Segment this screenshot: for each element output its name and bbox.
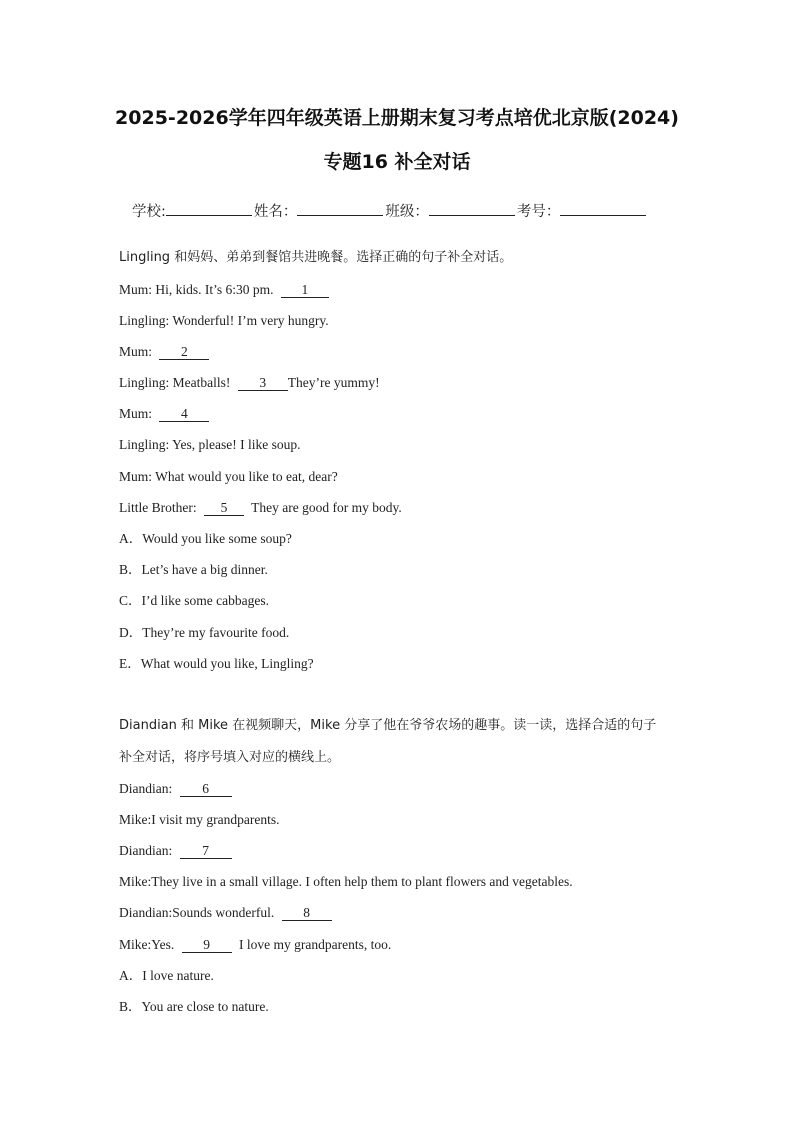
option-item: C．I’d like some cabbages.	[119, 593, 269, 608]
answer-blank[interactable]: 4	[159, 406, 209, 422]
answer-blank[interactable]: 1	[281, 282, 329, 298]
option-item: A．Would you like some soup?	[119, 531, 292, 546]
number-label: 考号：	[516, 204, 561, 220]
answer-blank[interactable]: 3	[238, 375, 288, 391]
document-subtitle: 专题16 补全对话	[323, 151, 471, 173]
dialogue-line: Diandian: 7	[119, 842, 236, 860]
answer-blank[interactable]: 6	[180, 781, 232, 797]
option-item: B．Let’s have a big dinner.	[119, 562, 268, 577]
dialogue-line: Lingling: Wonderful! I’m very hungry.	[119, 313, 329, 328]
name-label: 姓名：	[253, 204, 298, 220]
number-blank[interactable]	[560, 201, 646, 216]
dialogue-line: Little Brother: 5 They are good for my body.	[119, 500, 402, 515]
dialogue-line: Mike:I visit my grandparents.	[119, 812, 280, 827]
dialogue-line: Lingling: Yes, please! I like soup.	[119, 437, 301, 452]
answer-blank[interactable]: 5	[204, 500, 244, 516]
option-item: E．What would you like, Lingling?	[119, 656, 314, 671]
school-label: 学校:	[132, 204, 166, 220]
class-label: 班级：	[385, 204, 429, 220]
class-blank[interactable]	[429, 201, 515, 216]
section2-intro-line2: 补全对话，将序号填入对应的横线上。	[119, 750, 341, 765]
dialogue-line: Lingling: Meatballs! 3 They’re yummy!	[119, 375, 380, 390]
dialogue-line: Diandian:Sounds wonderful. 8	[119, 904, 336, 922]
dialogue-line: Mike:They live in a small village. I often help them to plant flowers and vegetables.	[119, 874, 573, 889]
school-blank[interactable]	[166, 201, 252, 216]
document-title: 2025-2026学年四年级英语上册期末复习考点培优北京版(2024)	[115, 107, 679, 129]
dialogue-line: Mum: Hi, kids. It’s 6:30 pm. 1	[119, 281, 333, 299]
dialogue-line: Diandian: 6	[119, 780, 236, 798]
section2-intro-line1: Diandian 和 Mike 在视频聊天，Mike 分享了他在爷爷农场的趣事。读一读，选择合适的句子	[119, 718, 657, 733]
answer-blank[interactable]: 7	[180, 843, 232, 859]
name-blank[interactable]	[297, 201, 383, 216]
dialogue-line: Mum: 4	[119, 405, 213, 423]
answer-blank[interactable]: 8	[282, 905, 332, 921]
option-item: B．You are close to nature.	[119, 999, 269, 1014]
dialogue-line: Mum: 2	[119, 343, 213, 361]
dialogue-line: Mike:Yes. 9 I love my grandparents, too.	[119, 937, 392, 952]
answer-blank[interactable]: 2	[159, 344, 209, 360]
section1-intro: Lingling 和妈妈、弟弟到餐馆共进晚餐。选择正确的句子补全对话。	[119, 250, 513, 265]
answer-blank[interactable]: 9	[182, 937, 232, 953]
option-item: D．They’re my favourite food.	[119, 625, 290, 640]
dialogue-line: Mum: What would you like to eat, dear?	[119, 469, 338, 484]
option-item: A．I love nature.	[119, 968, 214, 983]
student-info-row	[132, 200, 648, 221]
